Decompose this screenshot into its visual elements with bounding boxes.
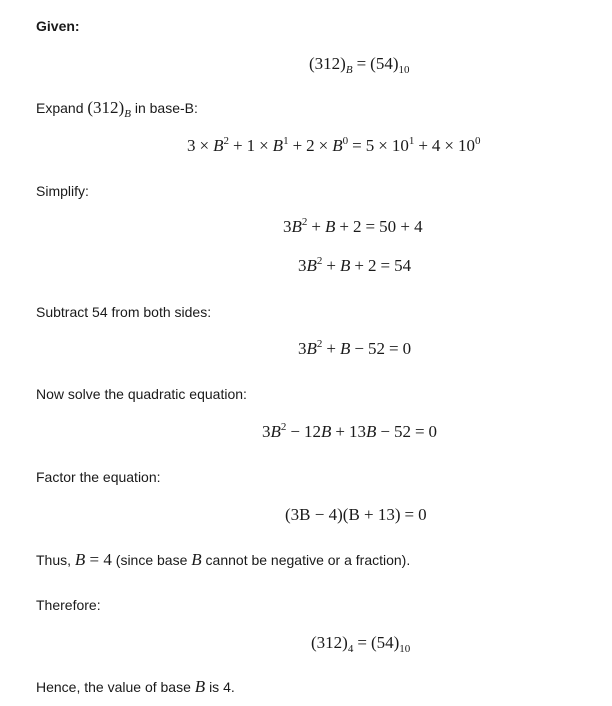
expanded-equation: $3 \times B^2 + 1 \times B^1 + 2 \times B^0 = 5 \times 10^1 + 4 \times 10^0$ (187, 135, 481, 155)
expand-label: Expand $(312)_B$ in base-B: (36, 98, 198, 120)
solve-label: Now solve the quadratic equation: (36, 386, 247, 402)
result-equation: $(312)_4 = (54)_{10}$ (311, 633, 411, 655)
conclusion-statement: Hence, the value of base B is 4. (36, 677, 235, 696)
simplified-equation-2: $3B^2 + B + 2 = 54$ (298, 255, 412, 275)
simplified-equation-1: $3B^2 + B + 2 = 50 + 4$ (283, 216, 423, 236)
split-equation: $3B^2 - 12B + 13B - 52 = 0$ (262, 421, 438, 441)
thus-statement: Thus, B = 4 (since base B cannot be negative or a fraction). (36, 550, 411, 569)
subtract-label: Subtract 54 from both sides: (36, 304, 212, 320)
simplify-label: Simplify: (36, 183, 89, 199)
given-equation: $(312)_B = (54)_{10}$ (309, 54, 410, 76)
quadratic-equation: $3B^2 + B - 52 = 0$ (298, 338, 412, 358)
therefore-label: Therefore: (36, 597, 101, 613)
given-label: Given: (36, 18, 80, 34)
factor-label: Factor the equation: (36, 469, 161, 485)
factored-equation: (3B − 4)(B + 13) = 0 (285, 505, 427, 524)
